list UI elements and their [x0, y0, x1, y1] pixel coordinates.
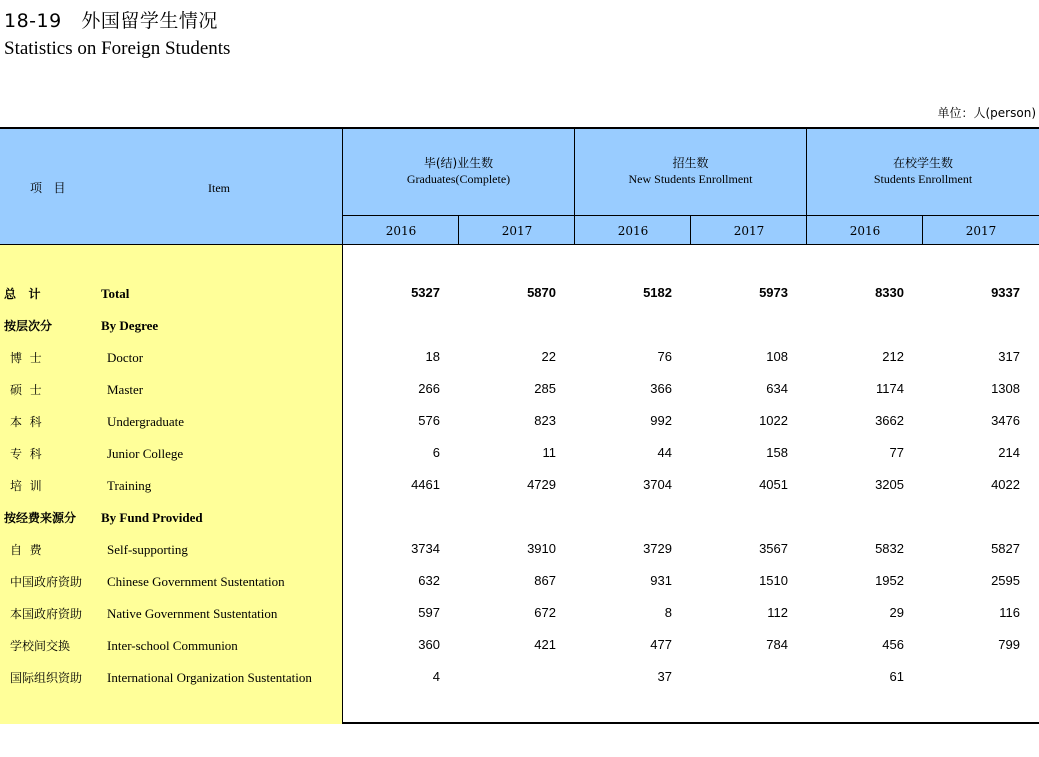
- table-title-en: Statistics on Foreign Students: [4, 38, 231, 59]
- table-row: [0, 661, 1039, 693]
- cell-value: 212: [882, 349, 904, 364]
- cell-value: 5973: [759, 285, 788, 300]
- table-row: [0, 373, 1039, 405]
- cell-value: 867: [534, 573, 556, 588]
- cell-value: 672: [534, 605, 556, 620]
- cell-value: 3567: [759, 541, 788, 556]
- cell-value: 477: [650, 637, 672, 652]
- cell-value: 4729: [527, 477, 556, 492]
- table-row: [0, 277, 1039, 309]
- header-item-en: Item: [208, 181, 230, 195]
- row-label-en: Self-supporting: [107, 542, 188, 557]
- cell-value: 112: [767, 605, 788, 620]
- cell-value: 1510: [759, 573, 788, 588]
- row-label-cn: 国际组织资助: [10, 671, 83, 685]
- table-row: [0, 405, 1039, 437]
- table-row: [0, 469, 1039, 501]
- cell-value: 5832: [875, 541, 904, 556]
- cell-value: 1022: [759, 413, 788, 428]
- table-row: [0, 597, 1039, 629]
- cell-value: 784: [766, 637, 788, 652]
- table-header: [0, 129, 1039, 245]
- cell-value: 421: [534, 637, 556, 652]
- table-row: [0, 341, 1039, 373]
- row-label-cn: 学校间交换: [10, 639, 71, 653]
- row-label-cn: 本 科: [10, 415, 42, 429]
- header-year: 2017: [733, 224, 765, 238]
- cell-value: 823: [534, 413, 556, 428]
- cell-value: 931: [650, 573, 672, 588]
- cell-value: 4022: [991, 477, 1020, 492]
- row-label-en: Training: [107, 478, 152, 493]
- cell-value: 214: [998, 445, 1020, 460]
- table-row: [0, 629, 1039, 661]
- row-label-en: Chinese Government Sustentation: [107, 574, 285, 589]
- cell-value: 5327: [411, 285, 440, 300]
- header-group-en: Students Enrollment: [873, 172, 973, 186]
- header-item-cn: 项 目: [30, 181, 66, 195]
- cell-value: 5182: [643, 285, 672, 300]
- row-label-en: By Fund Provided: [101, 510, 203, 525]
- cell-value: 9337: [991, 285, 1020, 300]
- cell-value: 317: [998, 349, 1020, 364]
- header-group-en: New Students Enrollment: [628, 172, 753, 186]
- cell-value: 158: [766, 445, 788, 460]
- header-group-cn: 在校学生数: [892, 156, 953, 170]
- cell-value: 3910: [527, 541, 556, 556]
- cell-value: 116: [999, 605, 1020, 620]
- cell-value: 3734: [411, 541, 440, 556]
- header-year: 2016: [849, 224, 881, 238]
- cell-value: 266: [418, 381, 440, 396]
- column-divider: [458, 215, 459, 245]
- header-group-enrollment: [807, 155, 1039, 187]
- header-year: 2016: [617, 224, 649, 238]
- table-row: [0, 533, 1039, 565]
- row-label-cn: 按层次分: [4, 319, 53, 333]
- row-label-cn: 培 训: [10, 479, 42, 493]
- header-year: 2017: [501, 224, 533, 238]
- header-group-cn: 招生数: [672, 156, 709, 170]
- cell-value: 634: [766, 381, 788, 396]
- row-label-en: Total: [101, 286, 130, 301]
- row-label-en: Master: [107, 382, 144, 397]
- column-divider: [690, 215, 691, 245]
- cell-value: 5827: [991, 541, 1020, 556]
- unit-label: 单位：人(person): [937, 106, 1036, 120]
- row-label-en: Undergraduate: [107, 414, 185, 429]
- header-group-graduates: [343, 155, 574, 187]
- cell-value: 4: [432, 669, 440, 684]
- cell-value: 597: [418, 605, 440, 620]
- cell-value: 4461: [411, 477, 440, 492]
- cell-value: 77: [889, 445, 904, 460]
- row-label-en: Junior College: [107, 446, 184, 461]
- row-label-cn: 硕 士: [10, 383, 42, 397]
- header-year: 2017: [965, 224, 997, 238]
- cell-value: 285: [534, 381, 556, 396]
- table-row: [0, 501, 1039, 533]
- table-row: [0, 309, 1039, 341]
- cell-value: 992: [650, 413, 672, 428]
- row-label-cn: 按经费来源分: [4, 511, 77, 525]
- table-row: [0, 437, 1039, 469]
- cell-value: 11: [542, 445, 556, 460]
- cell-value: 456: [882, 637, 904, 652]
- header-year: 2016: [385, 224, 417, 238]
- column-divider: [922, 215, 923, 245]
- row-label-cn: 专 科: [10, 447, 42, 461]
- cell-value: 76: [657, 349, 672, 364]
- cell-value: 1952: [875, 573, 904, 588]
- cell-value: 3205: [875, 477, 904, 492]
- cell-value: 8: [664, 605, 672, 620]
- cell-value: 3476: [991, 413, 1020, 428]
- cell-value: 44: [657, 445, 672, 460]
- statistics-table: [0, 127, 1039, 724]
- cell-value: 1308: [991, 381, 1020, 396]
- row-label-en: Inter-school Communion: [107, 638, 238, 653]
- cell-value: 18: [425, 349, 440, 364]
- cell-value: 3729: [643, 541, 672, 556]
- table-number-title-cn: 18-19 外国留学生情况: [4, 10, 218, 32]
- row-label-en: Doctor: [107, 350, 144, 365]
- cell-value: 22: [541, 349, 556, 364]
- cell-value: 3704: [643, 477, 672, 492]
- row-label-cn: 中国政府资助: [10, 575, 83, 589]
- cell-value: 61: [889, 669, 904, 684]
- cell-value: 799: [998, 637, 1020, 652]
- cell-value: 6: [432, 445, 440, 460]
- cell-value: 2595: [991, 573, 1020, 588]
- header-group-new-enrollment: [575, 155, 806, 187]
- header-group-en: Graduates(Complete): [406, 172, 511, 186]
- cell-value: 37: [657, 669, 672, 684]
- cell-value: 632: [418, 573, 440, 588]
- column-divider: [806, 129, 807, 245]
- cell-value: 360: [418, 637, 440, 652]
- cell-value: 29: [889, 605, 904, 620]
- cell-value: 1174: [876, 381, 904, 396]
- row-label-cn: 总 计: [4, 287, 41, 301]
- cell-value: 4051: [759, 477, 788, 492]
- cell-value: 5870: [527, 285, 556, 300]
- column-divider: [574, 129, 575, 245]
- cell-value: 576: [418, 413, 440, 428]
- row-label-en: By Degree: [101, 318, 159, 333]
- header-group-cn: 毕(结)业生数: [423, 156, 494, 170]
- row-label-en: Native Government Sustentation: [107, 606, 278, 621]
- cell-value: 3662: [875, 413, 904, 428]
- row-label-en: International Organization Sustentation: [107, 670, 312, 685]
- table-row: [0, 565, 1039, 597]
- cell-value: 108: [766, 349, 788, 364]
- row-label-cn: 自 费: [10, 543, 42, 557]
- row-label-cn: 本国政府资助: [10, 607, 83, 621]
- cell-value: 8330: [875, 285, 904, 300]
- cell-value: 366: [650, 381, 672, 396]
- row-label-cn: 博 士: [10, 351, 42, 365]
